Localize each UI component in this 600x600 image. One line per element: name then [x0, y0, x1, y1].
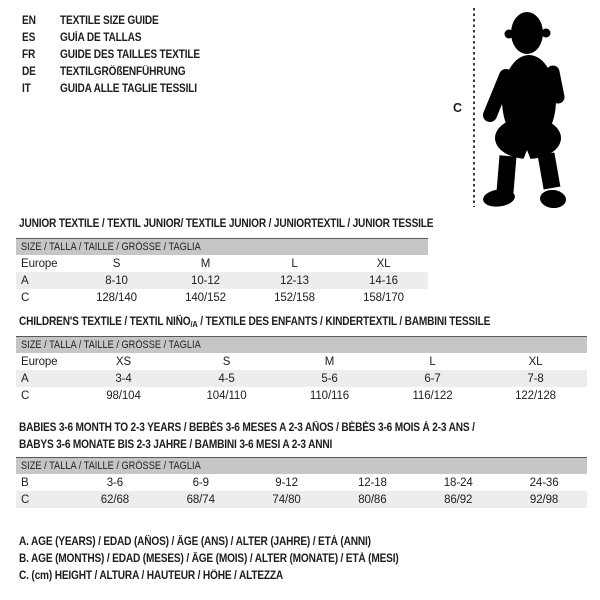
size-cell: 158/170 — [363, 291, 404, 304]
size-cell: 152/158 — [274, 291, 315, 304]
language-row-en — [22, 12, 219, 29]
size-cell: XL — [528, 355, 543, 368]
junior-section-title: JUNIOR TEXTILE / TEXTIL JUNIOR/ TEXTILE JUNIOR / JUNIORTEXTIL / JUNIOR TESSILE — [19, 218, 434, 230]
size-cell: 110/116 — [309, 389, 350, 402]
babies-title-line-1: BABIES 3-6 MONTH TO 2-3 YEARS / BEBÉS 3-6 MESES A 2-3 AÑOS / BÉBÉS 3-6 MOIS À 2-3 ANS / — [19, 422, 475, 434]
measure-key-footnotes — [19, 536, 450, 587]
size-cell: 8-10 — [105, 274, 128, 287]
size-cell: 6-7 — [424, 372, 441, 385]
size-cell: 5-6 — [321, 372, 338, 385]
table-row — [16, 491, 587, 508]
size-cell: 92/98 — [529, 493, 559, 506]
table-row — [16, 255, 428, 272]
table-row — [16, 474, 587, 491]
size-cell: 6-9 — [192, 476, 209, 489]
language-code: FR — [22, 48, 36, 61]
language-row-fr — [22, 46, 219, 63]
row-label: C — [21, 493, 30, 506]
language-label: GUÍA DE TALLAS — [60, 31, 142, 44]
size-cell: 3-6 — [106, 476, 124, 489]
height-measure-dotted-line — [473, 8, 475, 207]
row-label: A — [21, 274, 29, 287]
children-size-table — [16, 336, 587, 404]
babies-size-table — [16, 457, 587, 508]
junior-size-table — [16, 238, 428, 306]
footnote-age-years: A. AGE (YEARS) / EDAD (AÑOS) / ÂGE (ANS) / ALTER (JAHRE) / ETÀ (ANNI) — [19, 536, 371, 548]
size-cell: 10-12 — [191, 274, 220, 287]
size-cell: S — [222, 355, 231, 368]
table-row — [16, 289, 428, 306]
row-label: B — [21, 476, 29, 489]
size-header-bar: SIZE / TALLA / TAILLE / GRÖSSE / TAGLIA — [16, 458, 587, 475]
size-cell: 80/86 — [358, 493, 387, 506]
size-cell: 128/140 — [96, 291, 137, 304]
size-cell: 86/92 — [444, 493, 473, 506]
size-cell: S — [112, 257, 121, 270]
language-label: TEXTILE SIZE GUIDE — [60, 14, 159, 27]
size-cell: 12-18 — [357, 476, 387, 489]
subscript-a: /A — [190, 319, 198, 329]
language-label: GUIDA ALLE TAGLIE TESSILI — [60, 82, 197, 95]
row-label: C — [21, 389, 30, 402]
size-cell: 12-13 — [280, 274, 309, 287]
language-code: EN — [22, 14, 36, 27]
size-cell: 18-24 — [443, 476, 473, 489]
table-row — [16, 353, 587, 370]
size-cell: 68/74 — [186, 493, 215, 506]
size-cell: 9-12 — [275, 476, 298, 489]
size-cell: M — [200, 257, 211, 270]
size-cell: 3-4 — [115, 372, 132, 385]
size-cell: 104/110 — [206, 389, 247, 402]
size-cell: L — [429, 355, 436, 368]
language-row-de — [22, 63, 219, 80]
size-cell: XL — [376, 257, 391, 270]
language-code: IT — [22, 82, 31, 95]
row-label: Europe — [21, 257, 58, 270]
size-cell: 140/152 — [185, 291, 226, 304]
size-cell: 4-5 — [218, 372, 235, 385]
size-cell: 7-8 — [527, 372, 544, 385]
height-marker-label: C — [453, 101, 463, 115]
row-label: C — [21, 291, 30, 304]
size-cell: XS — [115, 355, 132, 368]
children-section-title: CHILDREN'S TEXTILE / TEXTIL $NIÑO_{/A}$ / TEXTILE DES ENFANTS / KINDERTEXTIL / BAMBINI TESSILE — [19, 316, 491, 329]
size-cell: 98/104 — [106, 389, 141, 402]
language-title-list — [22, 12, 219, 97]
table-row — [16, 387, 587, 404]
language-label: GUIDE DES TAILLES TEXTILE — [60, 48, 200, 61]
size-cell: 14-16 — [369, 274, 398, 287]
size-cell: L — [291, 257, 298, 270]
language-label: TEXTILGRÖßENFÜHRUNG — [60, 65, 186, 78]
babies-title-line-2: BABYS 3-6 MONATE BIS 2-3 JAHRE / BAMBINI 3-6 MESI A 2-3 ANNI — [19, 438, 333, 451]
footnote-height: C. (cm) HEIGHT / ALTURA / HAUTEUR / HÖHE / ALTEZZA — [19, 570, 284, 582]
row-label: Europe — [21, 355, 58, 368]
language-row-it — [22, 80, 219, 97]
size-cell: 116/122 — [412, 389, 453, 402]
size-header-bar: SIZE / TALLA / TAILLE / GRÖSSE / TAGLIA — [16, 337, 587, 354]
size-header-bar: SIZE / TALLA / TAILLE / GRÖSSE / TAGLIA — [16, 239, 428, 256]
size-cell: M — [324, 355, 335, 368]
toddler-silhouette-icon — [480, 8, 570, 210]
size-cell: 74/80 — [272, 493, 301, 506]
size-cell: 62/68 — [100, 493, 130, 506]
language-row-es — [22, 29, 219, 46]
row-label: A — [21, 372, 29, 385]
language-code: DE — [22, 65, 36, 78]
footnote-age-months: B. AGE (MONTHS) / EDAD (MESES) / ÂGE (MOIS) / ALTER (MONATE) / ETÀ (MESI) — [19, 553, 399, 565]
size-cell: 122/128 — [515, 389, 556, 402]
language-code: ES — [22, 31, 36, 44]
table-row — [16, 370, 587, 387]
babies-section-title — [19, 422, 475, 452]
size-cell: 24-36 — [529, 476, 559, 489]
table-row — [16, 272, 428, 289]
